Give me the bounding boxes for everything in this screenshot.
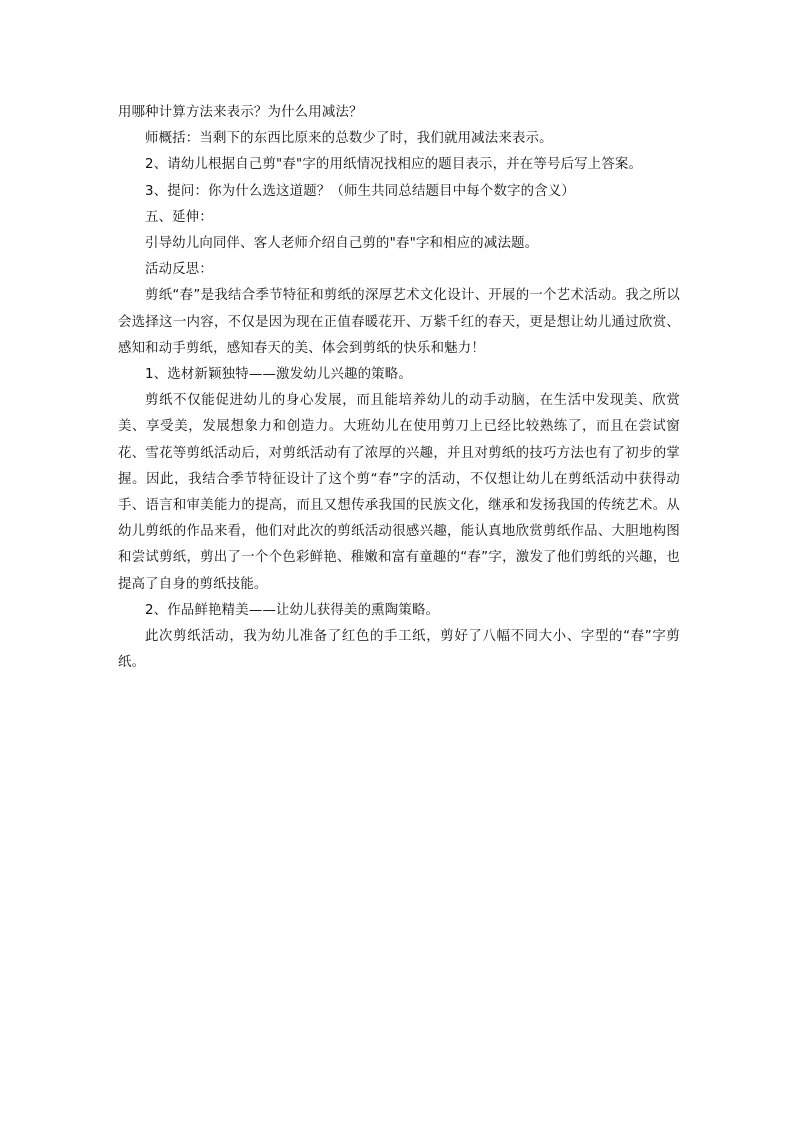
paragraph-reflection-intro: 剪纸“春”是我结合季节特征和剪纸的深厚艺术文化设计、开展的一个艺术活动。我之所以会选择这一内容，不仅是因为现在正值春暖花开、万紫千红的春天，更是想让幼儿通过欣赏、感知和动手剪纸，感知春天的美、体会到剪纸的快乐和魅力！: [118, 288, 680, 356]
paragraph-step-3: 3、提问：你为什么选这道题？（师生共同总结题目中每个数字的含义）: [145, 183, 576, 199]
document-body: [118, 100, 680, 676]
subheading-strategy-1: 1、选材新颖独特——激发幼儿兴趣的策略。: [145, 367, 412, 383]
paragraph-step-2: 2、请幼儿根据自己剪"春"字的用纸情况找相应的题目表示，并在等号后写上答案。: [145, 157, 643, 173]
section-heading-reflection: 活动反思：: [145, 262, 213, 278]
subheading-strategy-2: 2、作品鲜艳精美——让幼儿获得美的熏陶策略。: [145, 602, 440, 618]
paragraph-extension: 引导幼儿向同伴、客人老师介绍自己剪的"春"字和相应的减法题。: [145, 236, 539, 252]
section-heading-extension: 五、延伸：: [145, 209, 213, 225]
paragraph-strategy-1: 剪纸不仅能促进幼儿的身心发展，而且能培养幼儿的动手动脑，在生活中发现美、欣赏美、享受美，发展想象力和创造力。大班幼儿在使用剪刀上已经比较熟练了，而且在尝试窗花、雪花等剪纸活动后，对剪纸活动有了浓厚的兴趣，并且对剪纸的技巧方法也有了初步的掌握。因此，我结合季节特征设计了这个剪“春”字的活动，不仅想让幼儿在剪纸活动中获得动手、语言和审美能力的提高，而且又想传承我国的民族文化，继承和发扬我国的传统艺术。从幼儿剪纸的作品来看，他们对此次的剪纸活动很感兴趣，能认真地欣赏剪纸作品、大胆地构图和尝试剪纸，剪出了一个个色彩鲜艳、稚嫩和富有童趣的“春”字，激发了他们剪纸的兴趣，也提高了自身的剪纸技能。: [118, 393, 680, 592]
paragraph-question: 用哪种计算方法来表示？为什么用减法？: [118, 105, 363, 120]
paragraph-strategy-2: 此次剪纸活动，我为幼儿准备了红色的手工纸，剪好了八幅不同大小、字型的“春”字剪纸。: [118, 629, 680, 671]
paragraph-teacher-summary: 师概括：当剩下的东西比原来的总数少了时，我们就用减法来表示。: [145, 131, 553, 147]
